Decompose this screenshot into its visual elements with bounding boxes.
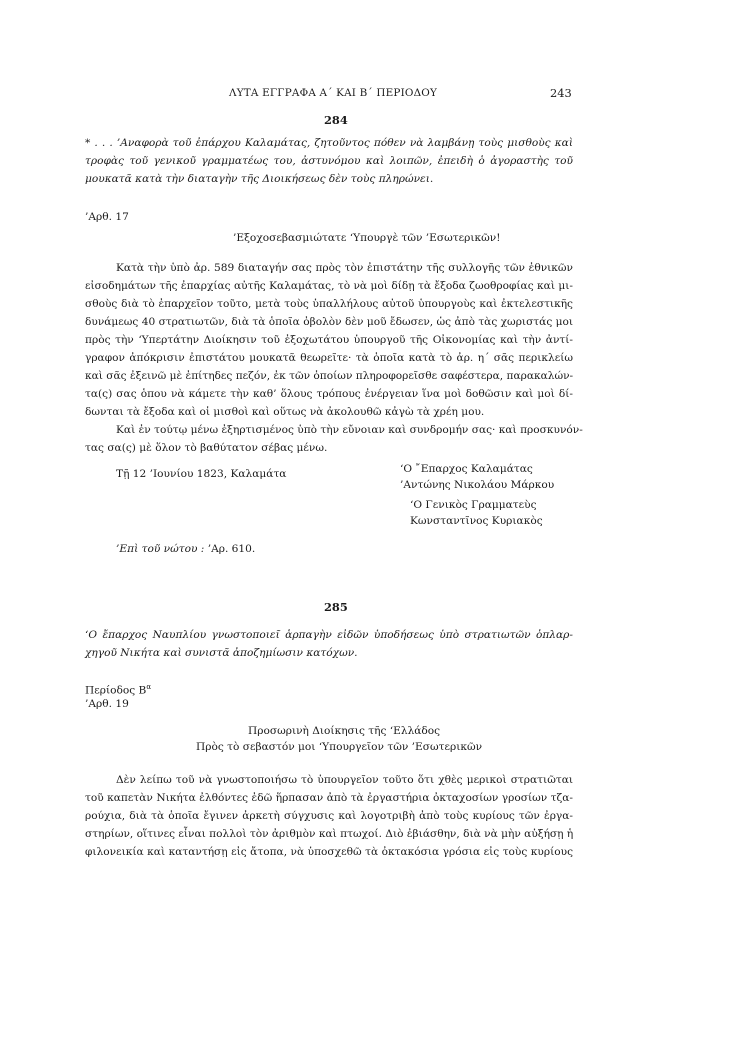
doc285-heading-addressee: Πρὸς τὸ σεβαστόν μοι ‘Υπουργεῖον τῶν ’Εσωτερικῶν	[196, 741, 483, 753]
document-number-285: 285	[324, 600, 348, 614]
doc284-body-line-1: Κατὰ τὴν ὑπὸ ἀρ. 589 διαταγήν σας πρὸς τὸν ἐπιστάτην τῆς συλλογῆς τῶν ἐθνικῶν	[116, 262, 573, 274]
doc285-body-line-3: ρούχια, διὰ τὰ ὁποῖα ἔγινεν ἀρκετὴ σύγχυσις καὶ λογοτριβὴ ἀπὸ τοὺς κυρίους τῶν ἐργα-	[85, 810, 573, 822]
signature-title-eparch: ‘Ο ῎Επαρχος Καλαμάτας	[400, 463, 533, 475]
doc285-summary-line-1: ‘Ο ἔπαρχος Ναυπλίου γνωστοποιεῖ ἁρπαγὴν εἰδῶν ὑποδήσεως ὑπὸ στρατιωτῶν ὁπλαρ-	[85, 629, 573, 641]
doc285-body-line-2: τοῦ καπετὰν Νικήτα ἐλθόντες ἐδῶ ἥρπασαν ἀπὸ τὰ ἐργαστήρια ὀκταχοσίων γροσίων τζα-	[85, 792, 573, 804]
doc284-salutation: ’Εξοχοσεβασμιώτατε ‘Υπουργὲ τῶν ’Εσωτερικῶν!	[233, 232, 501, 244]
doc285-summary-line-2: χηγοῦ Νικήτα καὶ συνιστᾶ ἀποζημίωσιν κατόχων.	[85, 647, 358, 659]
doc285-body-line-5: φιλονεικία καὶ καταντήσῃ εἰς ἄτοπα, νὰ ὑποσχεθῶ τὰ ὀκτακόσια γρόσια εἰς τοὺς κυρίους	[85, 846, 573, 858]
doc285-period-text: Περίοδος Β	[85, 684, 147, 697]
doc284-body-line-5: πρὸς τὴν ‘Υπερτάτην Διοίκησιν τοῦ ἐξοχωτάτου ὑπουργοῦ τῆς Οἰκονομίας καὶ τὴν ἀντί-	[85, 334, 573, 346]
doc284-closing-line-1: Καὶ ἐν τούτῳ μένω ἐξηρτισμένος ὑπὸ τὴν εὔνοιαν καὶ συνδρομήν σας· καὶ προσκυνόν-	[116, 424, 583, 436]
doc284-body-line-8: τα(ς) σας ὁπου νὰ κάμετε τὴν καθ’ ὅλους τρόπους ἐνέργειαν ἵνα μοὶ δοθῶσιν καὶ μοὶ δί-	[85, 388, 573, 400]
doc284-body-line-9: δωνται τὰ ἔξοδα καὶ οἱ μισθοὶ καὶ οὕτως νὰ ἀκολουθῶ κἀγὼ τὰ χρέη μου.	[85, 406, 485, 418]
signature-name-secretary: Κωνσταντῖνος Κυριακὸς	[410, 515, 543, 527]
doc285-body-line-1: Δὲν λείπω τοῦ νὰ γνωστοποιήσω τὸ ὑπουργεῖον τοῦτο ὅτι χθὲς μερικοὶ στρατιῶται	[116, 774, 573, 786]
doc285-period	[85, 680, 151, 698]
doc284-closing-line-2: τας σα(ς) μὲ ὅλον τὸ βαθύτατον σέβας μένω.	[85, 442, 328, 454]
doc284-summary-line-3: μουκατᾶ κατὰ τὴν διαταγὴν τῆς Διοικήσεως δὲν τοὺς πληρώνει.	[85, 173, 434, 185]
page-number: 243	[550, 86, 572, 100]
doc285-period-superscript: α	[146, 683, 152, 691]
doc284-summary-line-1: * . . . ’Αναφορὰ τοῦ ἐπάρχου Καλαμάτας, ζητοῦντος πόθεν νὰ λαμβάνῃ τοὺς μισθοὺς καὶ	[85, 137, 573, 149]
doc284-date-place: Τῇ 12 ’Ιουνίου 1823, Καλαμάτα	[116, 468, 287, 480]
doc285-body-line-4: στηρίων, οἵτινες εἶναι πολλοὶ τὸν ἀριθμὸν καὶ πτωχοί. Διὸ ἐβιάσθην, διὰ νὰ μὴν αὐξήσῃ ἡ	[85, 828, 574, 840]
signature-name-eparch: ’Αντώνης Νικολάου Μάρκου	[400, 479, 555, 491]
doc284-summary-line-2: τροφὰς τοῦ γενικοῦ γραμματέως του, ἀστυνόμου καὶ λοιπῶν, ἐπειδὴ ὁ ἀγοραστὴς τοῦ	[85, 155, 573, 167]
doc285-reference: ’Αρθ. 19	[85, 698, 129, 710]
doc284-verso-note	[116, 542, 255, 556]
doc284-body-line-7: καὶ σᾶς ἐξεινῶ μὲ ἐπίτηδες πεζόν, ἐκ τῶν ὁποίων πληροφορεῖσθε σαφέστερα, παρακαλών-	[85, 370, 574, 382]
doc284-body-line-4: δυνάμεως 40 στρατιωτῶν, διὰ τὰ ὁποῖα ὀβολὸν δὲν μοῦ ἔδωσεν, ὡς ἀπὸ τὰς χωριστάς μοι	[85, 316, 574, 328]
running-header-title: ΛΥΤΑ ΕΓΓΡΑΦΑ Α΄ ΚΑΙ Β΄ ΠΕΡΙΟΔΟΥ	[229, 87, 438, 99]
doc284-verso-value: ’Αρ. 610.	[207, 543, 256, 555]
doc284-body-line-2: εἰσοδημάτων τῆς ἐπαρχίας αὐτῆς Καλαμάτας, τὸ νὰ μοὶ δίδῃ τὰ ἔξοδα ζωοθροφίας καὶ μι-	[85, 280, 573, 292]
doc284-body-line-6: γραφον ἀπόκρισιν ἐπιστάτου μουκατᾶ θεωρεῖτε· τὰ ὁποῖα κατὰ τὸ ἀρ. η΄ σᾶς περικλείω	[85, 352, 573, 364]
document-number-284: 284	[324, 113, 348, 127]
doc284-verso-label: ’Επὶ τοῦ νώτου :	[116, 543, 205, 555]
doc284-body-line-3: σθοὺς διὰ τὸ ἐπαρχεῖον τοῦτο, μετὰ τοὺς ὑπαλλήλους αὐτοῦ ὑπουργοὺς καὶ ἐκτελεστικῆς	[85, 298, 573, 310]
signature-title-secretary: ‘Ο Γενικὸς Γραμματεὺς	[410, 499, 537, 511]
doc285-heading-government: Προσωρινὴ Διοίκησις τῆς ‘Ελλάδος	[248, 725, 441, 737]
doc284-reference: ’Αρθ. 17	[85, 211, 129, 223]
